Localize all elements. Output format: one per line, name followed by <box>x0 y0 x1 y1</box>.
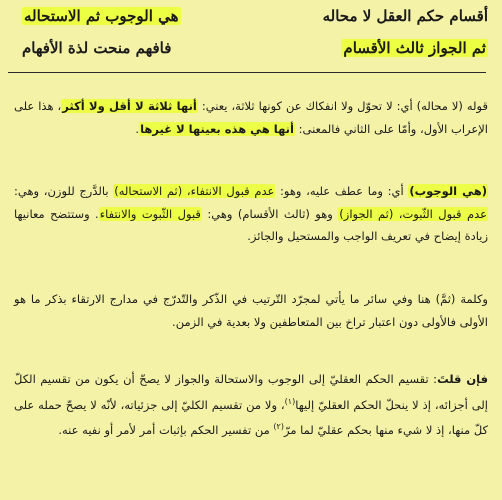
p4-text-1: : تقسيم الحكم العقليّ إلى الوجوب والاستحالة والجواز لا يصحّ أن يكون من تقسيم الكلّ إلى أجزائه، إذ لا ينحلّ الحكم العقليّ إليها <box>14 372 488 412</box>
p2-highlight-1: (هي الوجوب) <box>409 184 487 198</box>
p1-end: . <box>135 121 140 136</box>
p2-text-3: وهو (ثالث الأقسام) وهي: <box>201 206 339 221</box>
verse-line1-left-text: هي الوجوب ثم الاستحاله <box>24 7 179 25</box>
p4-text-3: من تفسير الحكم بإثبات أمر لأمر أو نفيه عنه. <box>58 422 274 437</box>
footnote-ref-2[interactable]: (٢) <box>273 421 284 431</box>
verse-line2-left-text: فافهم منحت لذة الأفهام <box>22 39 172 57</box>
verse-line1-right-text: أقسام حكم العقل لا محاله <box>322 7 488 25</box>
commentary-paragraph-3 <box>14 288 488 333</box>
p2-text-2: بالدَّرج للوزن، وهي: <box>14 184 114 198</box>
p2-text-1: أي: وما عطف عليه، وهو: <box>275 184 409 198</box>
p4-text-2: ، ولا من تقسيم الكليّ إلى جزئياته، لأنّه لا يصحّ حمله على كلّ منها، إذ لا شيء منها بحكم عقليّ لما مرّ <box>14 397 488 437</box>
verse-line2-right-text: ثم الجواز ثالث الأقسام <box>343 39 486 57</box>
p1-highlight-2: أنها هي هذه بعينها لا غيرها <box>140 121 294 136</box>
p2-text-4: . وستتضح معانيها زيادة إيضاح في تعريف الواجب والمستحيل والجائز. <box>14 206 488 243</box>
verse-line1-right <box>323 6 488 26</box>
commentary-paragraph-2 <box>14 180 488 248</box>
commentary-paragraph-1 <box>14 95 488 140</box>
p1-lead: قوله (لا محاله) أي: لا تحوّل ولا انفكاك عن كونها ثلاثة، يعني: <box>197 99 488 113</box>
p2-highlight-4: قبول الثّبوت والانتفاء <box>99 206 201 221</box>
verse-line2-right <box>341 38 488 58</box>
p3-text: وكلمة (ثمَّ) هنا وفي سائر ما يأتي لمجرّد التّرتيب في الذّكر والتّدرّج في مدارج الارتقاء بذكر ما هو الأولى فالأولى دون اعتبار تراخ بين المتعاطفين ولا بعدية في الزمن. <box>14 292 488 329</box>
verse-line2-left <box>22 38 171 58</box>
footnote-ref-1[interactable]: (١) <box>284 396 296 406</box>
p1-mid: ، هذا على الإعراب الأول، وأمّا على الثاني فالمعنى: <box>14 99 488 136</box>
commentary-paragraph-4 <box>14 368 488 441</box>
p2-highlight-2: عدم قبول الانتفاء، (ثم الاستحاله) <box>114 184 275 198</box>
divider-rule <box>8 72 486 73</box>
verse-line1-left <box>22 6 181 26</box>
p2-highlight-3: عدم قبول الثّبوت، (ثم الجواز) <box>339 206 487 221</box>
p1-highlight-1: أنها ثلاثة لا أقل ولا أكثر <box>62 99 197 113</box>
p4-lead: فإن قلتَ <box>437 372 488 386</box>
